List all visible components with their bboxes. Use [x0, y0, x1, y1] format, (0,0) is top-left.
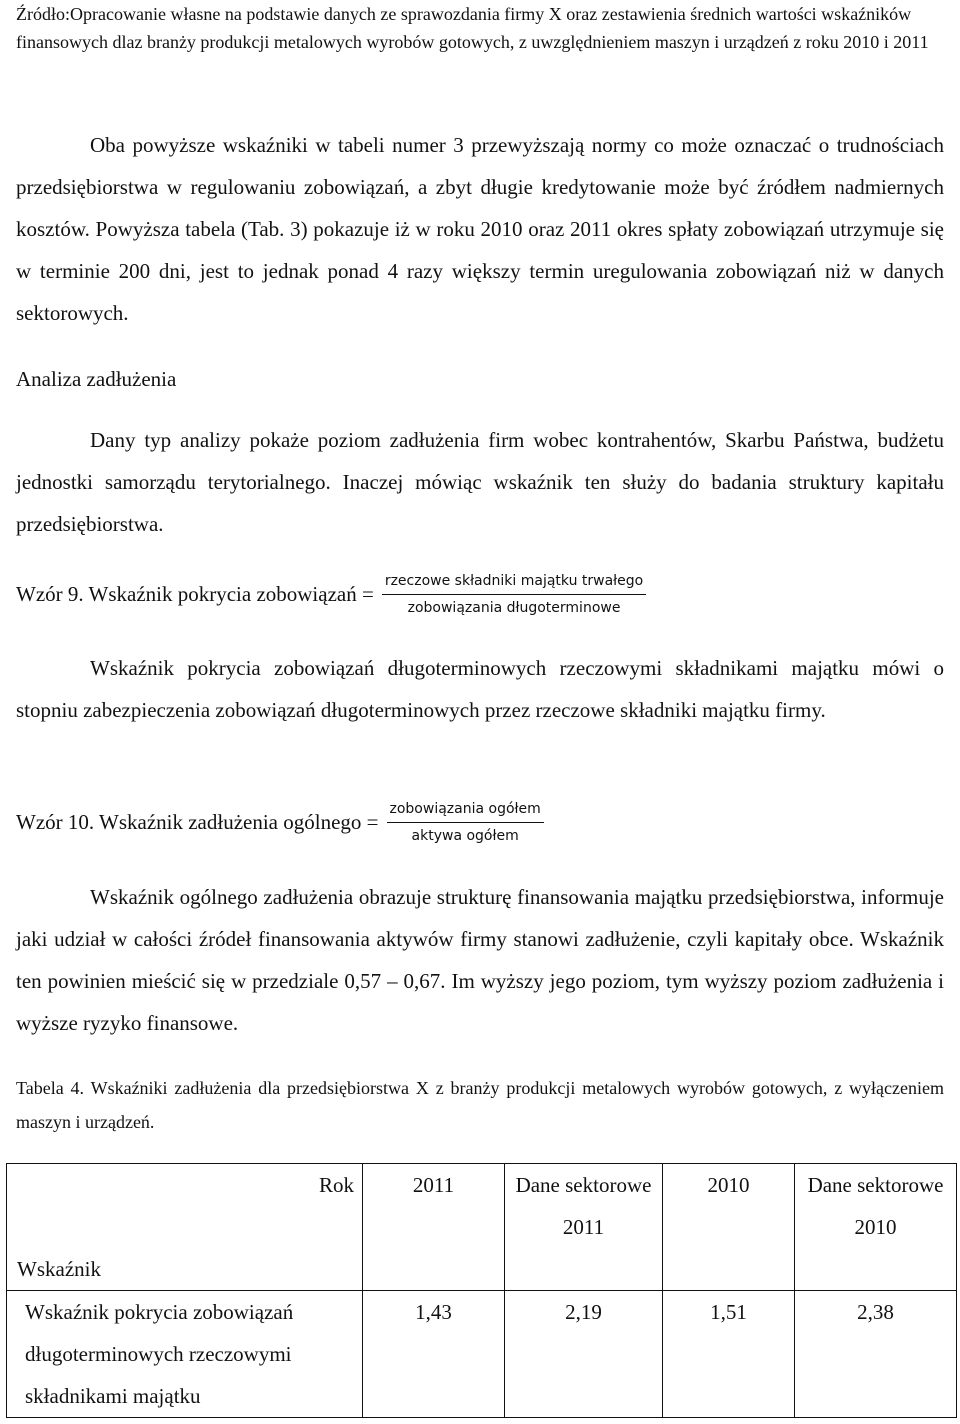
paragraph-debt-analysis: Dany typ analizy pokaże poziom zadłużenia firm wobec kontrahentów, Skarbu Państwa, budżetu jednostki samorządu terytorialnego. Inaczej mówiąc wskaźnik ten służy do badania struktury kapitału przedsiębiorstwa. [16, 428, 944, 536]
debt-ratios-table [6, 1163, 957, 1418]
formula-9-denominator: zobowiązania długoterminowe [407, 600, 621, 616]
table-cell: 1,43 [363, 1291, 505, 1418]
table-header-cell: 2011 [363, 1164, 505, 1291]
corner-label-indicator: Wskaźnik [17, 1257, 101, 1281]
paragraph-table-3-commentary: Oba powyższe wskaźniki w tabeli numer 3 przewyższają normy co może oznaczać o trudnościach przedsiębiorstwa w regulowaniu zobowiązań, a zbyt długie kredytowanie może być źródłem nadmiernych kosztów. Powyższa tabela (Tab. 3) pokazuje iż w roku 2010 oraz 2011 okres spłaty zobowiązań utrzymuje się w terminie 200 dni, jest to jednak ponad 4 razy większy termin uregulowania zobowiązań niż w danych sektorowych. [16, 133, 944, 325]
table-row-label: Wskaźnik pokrycia zobowiązań długoterminowych rzeczowymi składnikami majątku [7, 1291, 363, 1418]
formula-10-numerator: zobowiązania ogółem [387, 800, 544, 823]
formula-10 [16, 800, 544, 845]
table-corner-cell [7, 1164, 363, 1291]
table-cell: 2,19 [505, 1291, 663, 1418]
source-note: Źródło:Opracowanie własne na podstawie danych ze sprawozdania firmy X oraz zestawienia średnich wartości wskaźników finansowych dlaz branży produkcji metalowych wyrobów gotowych, z uwzględnieniem maszyn i urządzeń z roku 2010 i 2011 [16, 4, 929, 52]
table-header-cell: 2010 [663, 1164, 795, 1291]
table-cell: 1,51 [663, 1291, 795, 1418]
formula-9 [16, 572, 646, 617]
paragraph-general-debt: Wskaźnik ogólnego zadłużenia obrazuje strukturę finansowania majątku przedsiębiorstwa, informuje jaki udział w całości źródeł finansowania aktywów firmy stanowi zadłużenie, czyli kapitały obce. Wskaźnik ten powinien mieścić się w przedziale 0,57 – 0,67. Im wyższy jego poziom, tym wyższy poziom zadłużenia i wyższe ryzyko finansowe. [16, 885, 944, 1035]
section-heading: Analiza zadłużenia [16, 367, 177, 391]
formula-10-fraction [387, 800, 544, 845]
corner-label-year: Rok [318, 1173, 354, 1197]
table-header-cell: Dane sektorowe 2010 [795, 1164, 957, 1291]
table-cell: 2,38 [795, 1291, 957, 1418]
table-row [7, 1291, 957, 1418]
formula-10-denominator: aktywa ogółem [411, 828, 519, 844]
table-caption: Tabela 4. Wskaźniki zadłużenia dla przedsiębiorstwa X z branży produkcji metalowych wyrobów gotowych, z wyłączeniem maszyn i urządzeń. [16, 1078, 944, 1132]
paragraph-liability-coverage: Wskaźnik pokrycia zobowiązań długoterminowych rzeczowymi składnikami majątku mówi o stopniu zabezpieczenia zobowiązań długoterminowych przez rzeczowe składniki majątku firmy. [16, 656, 944, 722]
table-header-cell: Dane sektorowe 2011 [505, 1164, 663, 1291]
formula-9-fraction [382, 572, 646, 617]
formula-9-numerator: rzeczowe składniki majątku trwałego [382, 572, 646, 595]
table-header-row [7, 1164, 957, 1291]
formula-9-label: Wzór 9. Wskaźnik pokrycia zobowiązań = [16, 582, 374, 606]
formula-10-label: Wzór 10. Wskaźnik zadłużenia ogólnego = [16, 810, 379, 834]
